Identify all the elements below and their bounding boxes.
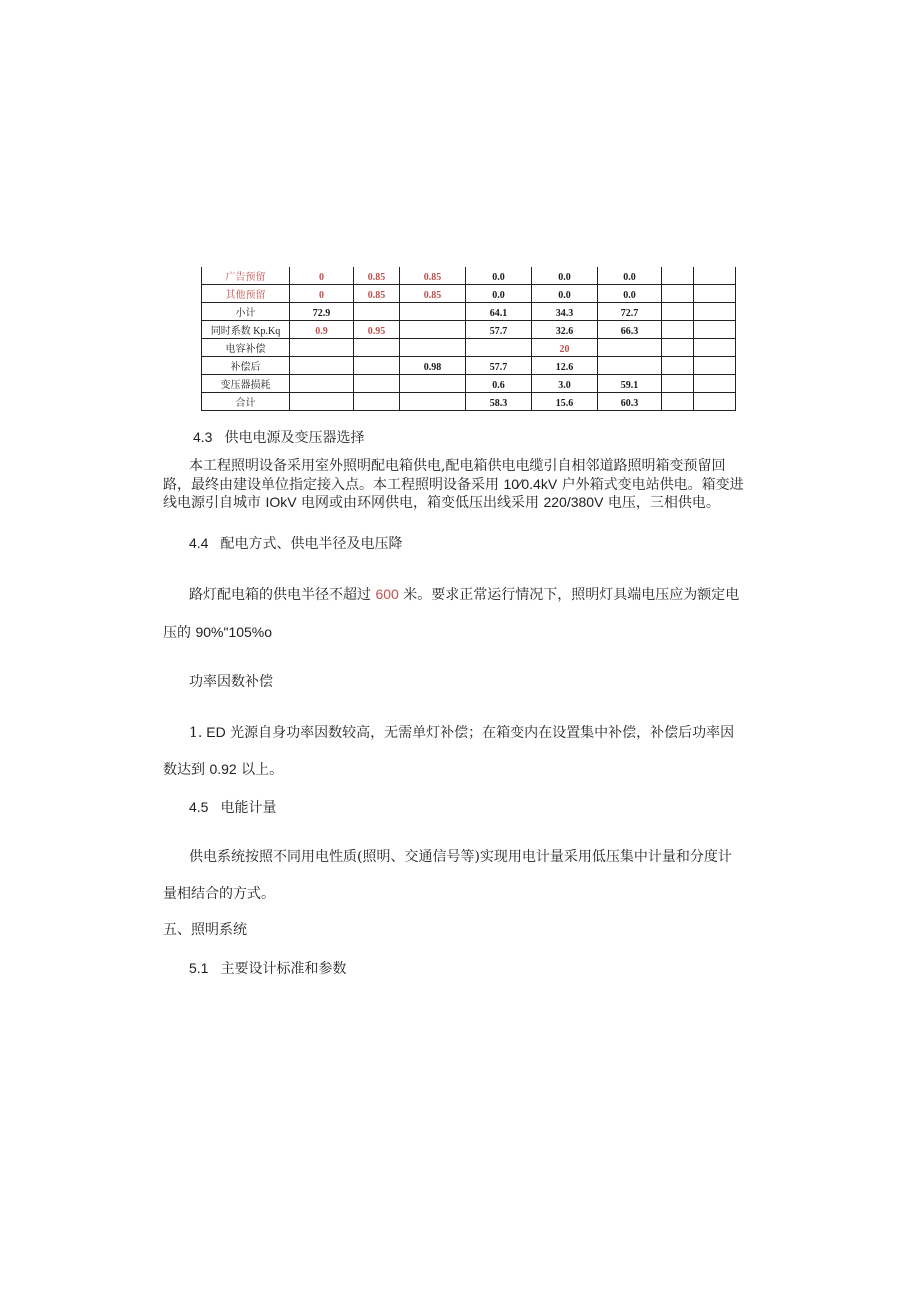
row-label: 变压器损耗 [202,375,290,393]
empty-cell [694,375,736,393]
table-cell [290,375,354,393]
table-cell: 0.85 [354,285,400,303]
empty-cell [662,303,694,321]
power-factor-para-line: 1. ED 光源自身功率因数较高，无需单灯补偿；在箱变内在设置集中补偿，补偿后功率因 [189,724,735,741]
section-5-1-heading: 5.1 主要设计标准和参数 [189,960,347,977]
section-4-3-para-line: 线电源引自城市 IOkV 电网或由环网供电，箱变低压出线采用 220/380V 电压，三相供电。 [163,494,720,511]
table-cell [598,339,662,357]
row-label: 同时系数 Kp.Kq [202,321,290,339]
table-cell [400,321,466,339]
table-cell: 72.7 [598,303,662,321]
empty-cell [662,267,694,285]
empty-cell [662,393,694,411]
row-label: 广告预留 [202,267,290,285]
table-cell: 0.85 [400,267,466,285]
empty-cell [694,393,736,411]
table-cell: 57.7 [466,321,532,339]
empty-cell [662,375,694,393]
table-row [202,303,736,321]
empty-cell [694,321,736,339]
row-label: 补偿后 [202,357,290,375]
section-4-5-para-line: 量相结合的方式。 [163,886,275,902]
table-row [202,375,736,393]
table-cell: 0 [290,267,354,285]
table-cell: 34.3 [532,303,598,321]
empty-cell [662,321,694,339]
load-calculation-table [201,267,736,411]
empty-cell [694,285,736,303]
row-label: 小计 [202,303,290,321]
empty-cell [662,357,694,375]
empty-cell [694,357,736,375]
table-cell [400,393,466,411]
table-cell [400,375,466,393]
table-cell: 0 [290,285,354,303]
table-cell: 20 [532,339,598,357]
table-cell: 64.1 [466,303,532,321]
table-cell: 58.3 [466,393,532,411]
table-cell [466,339,532,357]
section-4-5-heading: 4.5 电能计量 [189,799,277,816]
table-cell: 0.0 [532,267,598,285]
supply-radius-value: 600 [375,586,399,602]
row-label: 其他预留 [202,285,290,303]
empty-cell [694,339,736,357]
empty-cell [662,285,694,303]
table-cell: 0.0 [598,267,662,285]
table-cell: 59.1 [598,375,662,393]
row-label: 合计 [202,393,290,411]
table-cell: 57.7 [466,357,532,375]
empty-cell [662,339,694,357]
table-row [202,321,736,339]
table-cell: 0.0 [532,285,598,303]
table-cell: 32.6 [532,321,598,339]
table-cell: 0.98 [400,357,466,375]
section-4-3-heading: 4.3 供电电源及变压器选择 [193,429,365,446]
table-row [202,285,736,303]
table-row [202,339,736,357]
section-4-3-para-line: 路，最终由建设单位指定接入点。本工程照明设备采用 10∕0.4kV 户外箱式变电站供电。箱变进 [163,476,744,493]
table-cell [400,339,466,357]
table-cell: 0.85 [354,267,400,285]
table-cell: 0.9 [290,321,354,339]
section-4-4-para-line: 压的 90%"105%o [163,624,273,641]
table-cell [290,357,354,375]
section-4-4-heading: 4.4 配电方式、供电半径及电压降 [189,535,403,552]
table-cell: 0.0 [466,267,532,285]
table-cell: 0.0 [466,285,532,303]
power-factor-para-line: 数达到 0.92 以上。 [163,761,284,778]
table-cell [354,375,400,393]
table-cell: 0.85 [400,285,466,303]
table-cell: 12.6 [532,357,598,375]
table-cell [354,357,400,375]
table-cell [290,339,354,357]
empty-cell [694,267,736,285]
table-row [202,393,736,411]
row-label: 电容补偿 [202,339,290,357]
table-cell: 72.9 [290,303,354,321]
table-row [202,267,736,285]
power-factor-subheading: 功率因数补偿 [189,674,273,690]
table-cell [354,303,400,321]
section-4-5-para-line: 供电系统按照不同用电性质(照明、交通信号等)实现用电计量采用低压集中计量和分度计 [189,849,732,865]
section-4-4-para-line: 路灯配电箱的供电半径不超过 600 米。要求正常运行情况下，照明灯具端电压应为额定电 [189,586,740,603]
table-cell [400,303,466,321]
table-cell [354,393,400,411]
table-cell [598,357,662,375]
table-cell: 3.0 [532,375,598,393]
table-cell: 0.0 [598,285,662,303]
table-cell: 0.95 [354,321,400,339]
table-cell: 15.6 [532,393,598,411]
table-cell: 66.3 [598,321,662,339]
chapter-5-heading: 五、照明系统 [163,922,247,938]
table-cell [290,393,354,411]
table-cell: 60.3 [598,393,662,411]
table-row [202,357,736,375]
section-4-3-para-line: 本工程照明设备采用室外照明配电箱供电,配电箱供电电缆引自相邻道路照明箱变预留回 [189,458,726,474]
table-cell [354,339,400,357]
empty-cell [694,303,736,321]
table-cell: 0.6 [466,375,532,393]
